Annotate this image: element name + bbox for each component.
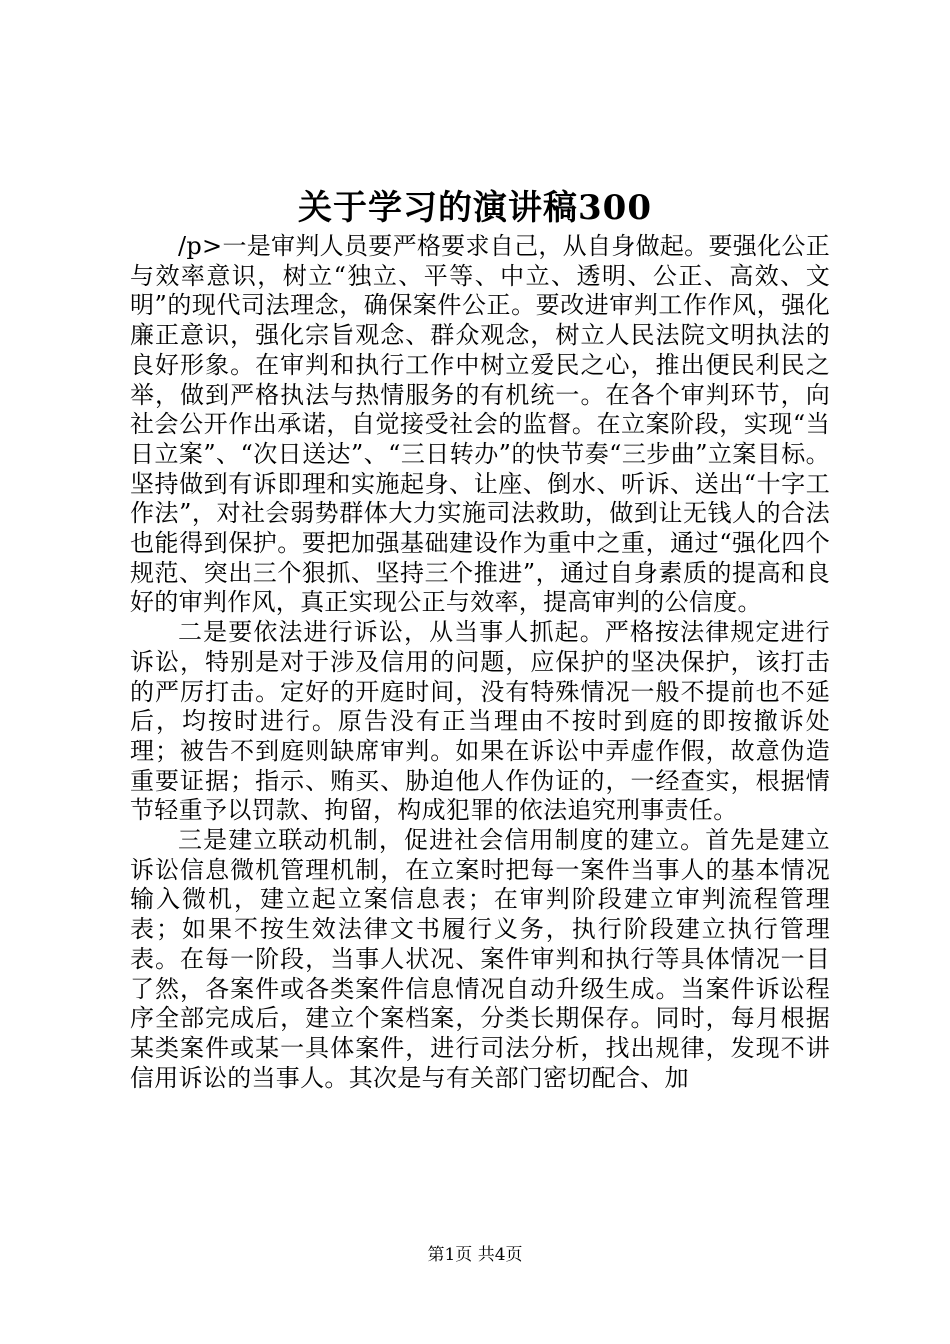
document-body [130, 232, 830, 1093]
paragraph-1: /p>一是审判人员要严格要求自己，从自身做起。要强化公正与效率意识，树立“独立、平等、中立、透明、公正、高效、文明”的现代司法理念，确保案件公正。要改进审判工作作风，强化廉正意识，强化宗旨观念、群众观念，树立人民法院文明执法的良好形象。在审判和执行工作中树立爱民之心，推出便民利民之举，做到严格执法与热情服务的有机统一。在各个审判环节，向社会公开作出承诺，自觉接受社会的监督。在立案阶段，实现“当日立案”、“次日送达”、“三日转办”的快节奏“三步曲”立案目标。坚持做到有诉即理和实施起身、让座、倒水、听诉、送出“十字工作法”，对社会弱势群体大力实施司法救助，做到让无钱人的合法也能得到保护。要把加强基础建设作为重中之重，通过“强化四个规范、突出三个狠抓、坚持三个推进”，通过自身素质的提高和良好的审判作风，真正实现公正与效率，提高审判的公信度。 [130, 232, 830, 617]
paragraph-2: 二是要依法进行诉讼，从当事人抓起。严格按法律规定进行诉讼，特别是对于涉及信用的问题，应保护的坚决保护，该打击的严厉打击。定好的开庭时间，没有特殊情况一般不提前也不延后，均按时进行。原告没有正当理由不按时到庭的即按撤诉处理；被告不到庭则缺席审判。如果在诉讼中弄虚作假，故意伪造重要证据；指示、贿买、胁迫他人作伪证的，一经查实，根据情节轻重予以罚款、拘留，构成犯罪的依法追究刑事责任。 [130, 618, 830, 825]
document-title: 关于学习的演讲稿300 [298, 188, 652, 228]
page-number-footer: 第1页 共4页 [427, 1245, 523, 1265]
paragraph-3: 三是建立联动机制，促进社会信用制度的建立。首先是建立诉讼信息微机管理机制，在立案时把每一案件当事人的基本情况输入微机，建立起立案信息表；在审判阶段建立审判流程管理表；如果不按生效法律文书履行义务，执行阶段建立执行管理表。在每一阶段，当事人状况、案件审判和执行等具体情况一目了然，各案件或各类案件信息情况自动升级生成。当案件诉讼程序全部完成后，建立个案档案，分类长期保存。同时，每月根据某类案件或某一具体案件，进行司法分析，找出规律，发现不讲信用诉讼的当事人。其次是与有关部门密切配合、加 [130, 826, 830, 1092]
